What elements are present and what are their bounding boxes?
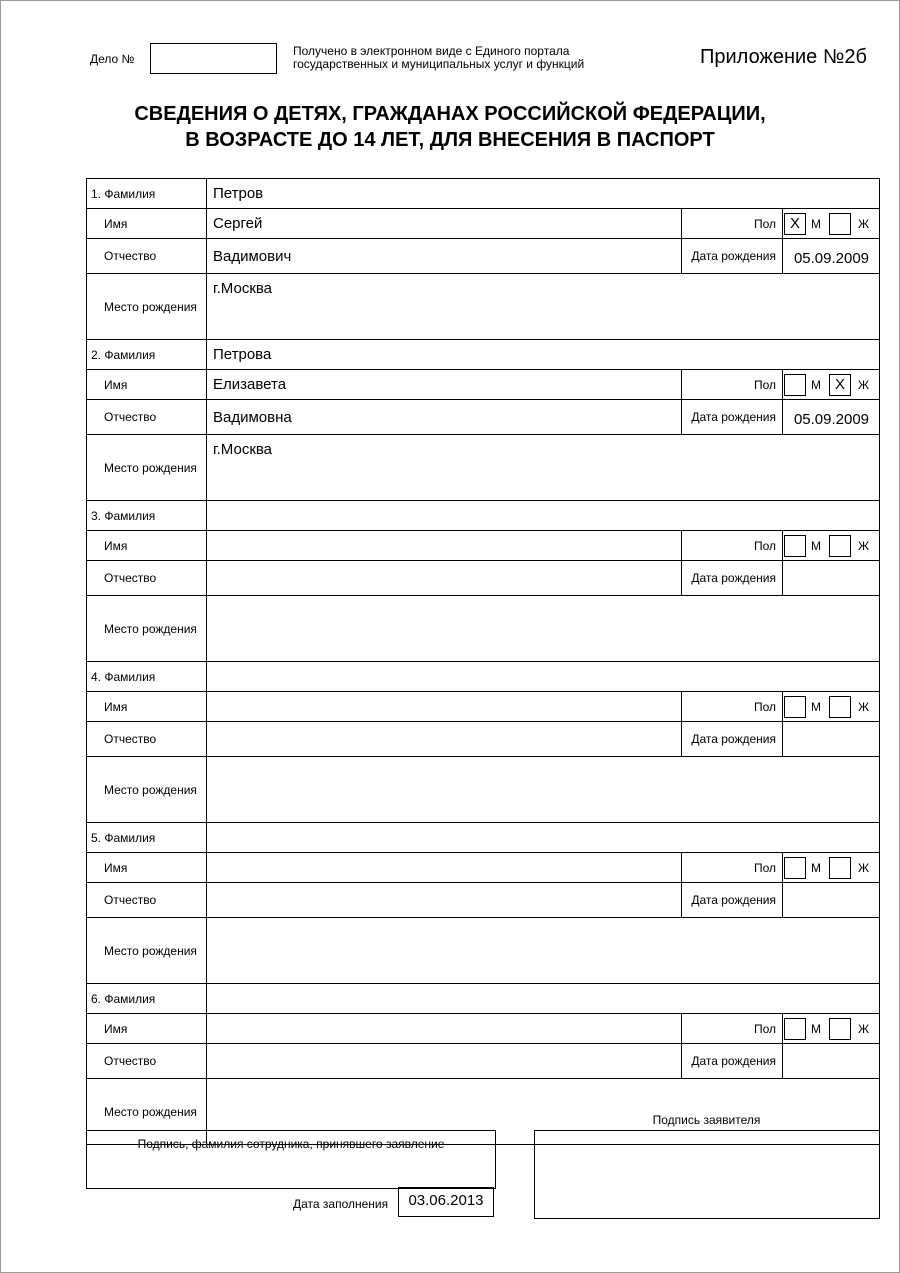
- child-1-female-checkbox[interactable]: [829, 213, 851, 235]
- child-2-male-label: М: [811, 377, 821, 392]
- child-6-name-field[interactable]: [207, 1014, 682, 1044]
- child-6-surname-label: 6. Фамилия: [87, 984, 207, 1014]
- child-5-birthplace-field[interactable]: [207, 918, 880, 984]
- children-table: [86, 178, 880, 1145]
- child-4-sex-cell: [783, 692, 880, 722]
- child-5-name-row: [87, 853, 880, 883]
- child-6-sex-label: Пол: [682, 1014, 783, 1044]
- child-6-name-row: [87, 1014, 880, 1044]
- child-4-male-label: М: [811, 699, 821, 714]
- child-3-surname-field[interactable]: [207, 501, 880, 531]
- child-2-birthplace-field[interactable]: г.Москва: [207, 435, 880, 501]
- child-6-patronymic-row: [87, 1044, 880, 1079]
- child-1-name-field[interactable]: Сергей: [207, 209, 682, 239]
- case-number-field[interactable]: [150, 43, 277, 74]
- fill-date-label: Дата заполнения: [293, 1197, 389, 1211]
- child-1-sex-label: Пол: [682, 209, 783, 239]
- child-1-name-row: [87, 209, 880, 239]
- child-5-male-label: М: [811, 860, 821, 875]
- child-2-female-checkbox[interactable]: X: [829, 374, 851, 396]
- child-3-male-label: М: [811, 538, 821, 553]
- child-2-sex-label: Пол: [682, 370, 783, 400]
- received-note: [293, 45, 623, 71]
- child-5-birthdate-label: Дата рождения: [682, 883, 783, 918]
- child-2-patronymic-field[interactable]: Вадимовна: [207, 400, 682, 435]
- child-5-male-checkbox[interactable]: [784, 857, 806, 879]
- child-2-surname-field[interactable]: Петрова: [207, 340, 880, 370]
- child-1-female-label: Ж: [858, 216, 870, 231]
- child-3-birthplace-row: [87, 596, 880, 662]
- child-5-surname-row: [87, 823, 880, 853]
- child-2-birthdate-label: Дата рождения: [682, 400, 783, 435]
- child-1-sex-cell: [783, 209, 880, 239]
- received-note-line-2: государственных и муниципальных услуг и функций: [293, 57, 585, 71]
- child-1-birthdate-label: Дата рождения: [682, 239, 783, 274]
- child-5-name-label: Имя: [87, 853, 207, 883]
- received-note-line-1: Получено в электронном виде с Единого портала: [293, 44, 570, 58]
- child-2-surname-label: 2. Фамилия: [87, 340, 207, 370]
- child-4-female-label: Ж: [858, 699, 870, 714]
- page-title: [0, 101, 900, 153]
- child-3-female-label: Ж: [858, 538, 870, 553]
- child-1-surname-label: 1. Фамилия: [87, 179, 207, 209]
- child-2-female-label: Ж: [858, 377, 870, 392]
- child-2-patronymic-label: Отчество: [87, 400, 207, 435]
- child-6-male-checkbox[interactable]: [784, 1018, 806, 1040]
- child-6-surname-row: [87, 984, 880, 1014]
- child-6-birthdate-field[interactable]: [783, 1044, 880, 1079]
- child-2-birthplace-label: Место рождения: [87, 435, 207, 501]
- applicant-signature-box[interactable]: [534, 1130, 880, 1219]
- appendix-number: Приложение №2б: [700, 46, 867, 68]
- employee-signature-box[interactable]: [86, 1130, 496, 1189]
- child-3-name-row: [87, 531, 880, 561]
- child-5-birthplace-label: Место рождения: [87, 918, 207, 984]
- child-1-name-label: Имя: [87, 209, 207, 239]
- applicant-signature-label: Подпись заявителя: [652, 1113, 761, 1127]
- child-3-female-checkbox[interactable]: [829, 535, 851, 557]
- child-4-surname-field[interactable]: [207, 662, 880, 692]
- child-3-birthdate-label: Дата рождения: [682, 561, 783, 596]
- child-3-patronymic-field[interactable]: [207, 561, 682, 596]
- employee-signature-label: Подпись, фамилия сотрудника, принявшего заявление: [137, 1137, 445, 1151]
- child-1-birthplace-field[interactable]: г.Москва: [207, 274, 880, 340]
- child-3-male-checkbox[interactable]: [784, 535, 806, 557]
- child-1-male-checkbox[interactable]: X: [784, 213, 806, 235]
- child-5-female-checkbox[interactable]: [829, 857, 851, 879]
- child-4-birthdate-label: Дата рождения: [682, 722, 783, 757]
- child-1-birthplace-row: [87, 274, 880, 340]
- child-2-sex-cell: [783, 370, 880, 400]
- child-4-patronymic-field[interactable]: [207, 722, 682, 757]
- child-6-birthdate-label: Дата рождения: [682, 1044, 783, 1079]
- child-4-birthplace-row: [87, 757, 880, 823]
- child-4-male-checkbox[interactable]: [784, 696, 806, 718]
- child-6-patronymic-label: Отчество: [87, 1044, 207, 1079]
- child-6-female-label: Ж: [858, 1021, 870, 1036]
- child-2-birthdate-field[interactable]: 05.09.2009: [783, 400, 880, 435]
- child-6-name-label: Имя: [87, 1014, 207, 1044]
- child-5-female-label: Ж: [858, 860, 870, 875]
- child-3-patronymic-label: Отчество: [87, 561, 207, 596]
- child-2-name-label: Имя: [87, 370, 207, 400]
- page-title-line-1: СВЕДЕНИЯ О ДЕТЯХ, ГРАЖДАНАХ РОССИЙСКОЙ ФЕДЕРАЦИИ,: [134, 103, 766, 125]
- case-number-label: Дело №: [90, 52, 135, 66]
- child-1-surname-field[interactable]: Петров: [207, 179, 880, 209]
- child-5-surname-field[interactable]: [207, 823, 880, 853]
- child-1-patronymic-field[interactable]: Вадимович: [207, 239, 682, 274]
- child-6-patronymic-field[interactable]: [207, 1044, 682, 1079]
- child-4-birthplace-field[interactable]: [207, 757, 880, 823]
- child-5-patronymic-row: [87, 883, 880, 918]
- child-4-name-field[interactable]: [207, 692, 682, 722]
- child-3-birthplace-field[interactable]: [207, 596, 880, 662]
- child-2-patronymic-row: [87, 400, 880, 435]
- page-title-line-2: В ВОЗРАСТЕ ДО 14 ЛЕТ, ДЛЯ ВНЕСЕНИЯ В ПАСПОРТ: [185, 129, 715, 151]
- child-6-female-checkbox[interactable]: [829, 1018, 851, 1040]
- child-5-patronymic-label: Отчество: [87, 883, 207, 918]
- child-3-birthdate-field[interactable]: [783, 561, 880, 596]
- child-6-sex-cell: [783, 1014, 880, 1044]
- child-4-birthdate-field[interactable]: [783, 722, 880, 757]
- child-6-birthplace-label: Место рождения: [87, 1079, 207, 1145]
- child-2-male-checkbox[interactable]: [784, 374, 806, 396]
- child-5-name-field[interactable]: [207, 853, 682, 883]
- child-4-patronymic-row: [87, 722, 880, 757]
- child-4-birthplace-label: Место рождения: [87, 757, 207, 823]
- child-4-female-checkbox[interactable]: [829, 696, 851, 718]
- child-6-surname-field[interactable]: [207, 984, 880, 1014]
- child-3-sex-cell: [783, 531, 880, 561]
- child-4-sex-label: Пол: [682, 692, 783, 722]
- child-3-birthplace-label: Место рождения: [87, 596, 207, 662]
- fill-date-field[interactable]: 03.06.2013: [398, 1187, 494, 1217]
- child-1-male-label: М: [811, 216, 821, 231]
- child-1-birthplace-label: Место рождения: [87, 274, 207, 340]
- child-5-sex-label: Пол: [682, 853, 783, 883]
- child-5-birthdate-field[interactable]: [783, 883, 880, 918]
- child-6-male-label: М: [811, 1021, 821, 1036]
- child-2-name-row: [87, 370, 880, 400]
- child-5-sex-cell: [783, 853, 880, 883]
- child-3-sex-label: Пол: [682, 531, 783, 561]
- child-2-name-field[interactable]: Елизавета: [207, 370, 682, 400]
- child-3-surname-label: 3. Фамилия: [87, 501, 207, 531]
- child-1-surname-row: [87, 179, 880, 209]
- child-3-name-field[interactable]: [207, 531, 682, 561]
- child-3-patronymic-row: [87, 561, 880, 596]
- child-2-surname-row: [87, 340, 880, 370]
- child-4-name-row: [87, 692, 880, 722]
- child-5-patronymic-field[interactable]: [207, 883, 682, 918]
- child-5-surname-label: 5. Фамилия: [87, 823, 207, 853]
- child-4-surname-row: [87, 662, 880, 692]
- child-1-patronymic-label: Отчество: [87, 239, 207, 274]
- child-2-birthplace-row: [87, 435, 880, 501]
- child-3-name-label: Имя: [87, 531, 207, 561]
- child-4-surname-label: 4. Фамилия: [87, 662, 207, 692]
- child-4-patronymic-label: Отчество: [87, 722, 207, 757]
- child-1-patronymic-row: [87, 239, 880, 274]
- child-3-surname-row: [87, 501, 880, 531]
- child-4-name-label: Имя: [87, 692, 207, 722]
- child-5-birthplace-row: [87, 918, 880, 984]
- child-1-birthdate-field[interactable]: 05.09.2009: [783, 239, 880, 274]
